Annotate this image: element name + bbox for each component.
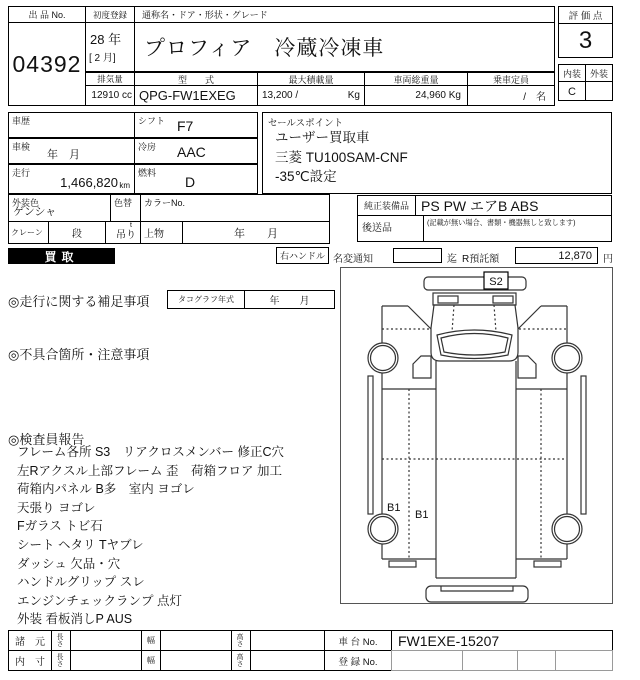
max-load-value xyxy=(257,85,365,106)
max-load-header: 最大積載量 xyxy=(257,72,365,86)
chassis-no-value: FW1EXE-15207 xyxy=(391,630,613,651)
width-value xyxy=(160,630,232,651)
registration-cell-4 xyxy=(555,650,613,671)
report-line: 外装 看板消しP AUS xyxy=(17,612,133,627)
max-load-unit: Kg xyxy=(347,90,360,101)
mark-b1: B1 xyxy=(415,509,429,521)
sales-line: -35℃設定 xyxy=(275,169,337,184)
later-items-note: (記載が無い場合、書類・機器無しと致します) xyxy=(427,218,576,227)
sales-point-title: セールスポイント xyxy=(268,118,344,129)
grade-box xyxy=(558,64,613,101)
lot-no-value: 04392 xyxy=(8,22,86,106)
made-label: 迄 xyxy=(447,254,457,265)
displacement-header: 排気量 xyxy=(85,72,135,86)
history-cell xyxy=(8,112,135,138)
score-header: 評 価 点 xyxy=(559,7,612,24)
mileage-unit: km xyxy=(119,181,130,190)
report-line: ハンドルグリップ スレ xyxy=(17,575,145,590)
fuel-cell xyxy=(134,164,258,194)
crane-dan-cell: 段 xyxy=(48,221,106,244)
report-line: シート ヘタリ Tヤブレ xyxy=(17,537,144,552)
capacity-header: 乗車定員 xyxy=(467,72,555,86)
registration-cell-3 xyxy=(517,650,556,671)
sales-line: 三菱 TU100SAM-CNF xyxy=(275,149,408,165)
deposit-value-box: 12,870 xyxy=(515,247,598,264)
report-line: エンジンチェックランプ 点灯 xyxy=(17,593,182,608)
fuel-label: 燃料 xyxy=(138,168,157,178)
inner-length-header xyxy=(51,650,71,671)
name-change-field xyxy=(393,248,442,263)
length-value xyxy=(70,630,142,651)
height-header xyxy=(231,630,251,651)
shift-label: シフト xyxy=(138,116,166,126)
damage-diagram-box xyxy=(340,267,613,604)
inner-height-value xyxy=(250,650,325,671)
vehicle-name-value: プロフィア 冷蔵冷凍車 xyxy=(134,22,555,72)
length-header xyxy=(51,630,71,651)
report-line: Fガラス トビ石 xyxy=(17,519,103,534)
first-registration-header: 初度登録 xyxy=(85,6,135,23)
oem-equipment-label: 純正装備品 xyxy=(357,195,416,216)
score-box xyxy=(558,6,613,58)
inner-length-value xyxy=(70,650,142,671)
model-header: 型 式 xyxy=(134,72,258,86)
report-line: 荷箱内パネル B多 室内 ヨゴレ xyxy=(17,482,195,497)
footer-row1-label: 諸 元 xyxy=(8,630,52,651)
score-value: 3 xyxy=(578,27,593,54)
inner-width-value xyxy=(160,650,232,671)
right-handle-box: 右ハンドル xyxy=(276,247,329,264)
displacement-value: 12910 cc xyxy=(85,85,135,106)
registration-no-label: 登 録 No. xyxy=(324,650,392,671)
oem-equipment-value: PS PW エアB ABS xyxy=(415,195,612,216)
height-header-text: 高さ xyxy=(236,634,244,648)
crane-cell: クレーン xyxy=(8,221,49,244)
defect-title: ◎不具合箇所・注意事項 xyxy=(8,347,150,362)
footer-row2-label: 内 寸 xyxy=(8,650,52,671)
sales-point-box xyxy=(262,112,612,194)
gross-weight-value: 24,960 Kg xyxy=(364,85,468,106)
first-reg-month: [ 2 月] xyxy=(89,53,116,64)
chassis-no-label: 車 台 No. xyxy=(324,630,392,651)
inner-height-header-text: 高さ xyxy=(236,654,244,668)
mileage-value: 1,466,820 xyxy=(60,175,118,190)
crane-tsuri-cell xyxy=(105,221,141,244)
fuel-value: D xyxy=(185,174,196,190)
color-no-cell xyxy=(140,194,330,222)
gross-weight-header: 車両総重量 xyxy=(364,72,468,86)
exterior-header: 外装 xyxy=(589,68,608,79)
truck-top-view-diagram xyxy=(341,268,612,603)
inspector-report-list xyxy=(17,443,284,629)
shift-cell xyxy=(134,112,258,138)
lot-no-header: 出 品 No. xyxy=(8,6,86,23)
report-line: 左Rアクスル上部フレーム 歪 荷箱フロア 加工 xyxy=(17,463,282,478)
kaitori-badge: 買取 xyxy=(8,248,115,264)
color-no-label: カラーNo. xyxy=(144,198,186,208)
shift-value: F7 xyxy=(177,118,194,134)
ac-value: AAC xyxy=(177,144,206,160)
registration-cell-2 xyxy=(462,650,518,671)
mileage-label: 走行 xyxy=(12,168,31,178)
deposit-label: R預託額 xyxy=(462,254,500,265)
report-line: 天張り ヨゴレ xyxy=(17,500,96,515)
inspection-cell xyxy=(8,138,135,164)
later-items-note-cell xyxy=(423,215,612,242)
ac-cell xyxy=(134,138,258,164)
registration-no-value xyxy=(391,650,463,671)
name-change-label: 名変通知 xyxy=(333,254,373,265)
later-items-label: 後送品 xyxy=(362,223,392,234)
crane-tsuri-label: 吊り xyxy=(116,230,136,241)
inner-width-header: 幅 xyxy=(141,650,161,671)
report-line: ダッシュ 欠品・穴 xyxy=(17,556,121,571)
report-line: フレーム各所 S3 リアクロスメンバー 修正C穴 xyxy=(17,445,285,459)
exterior-color-value: ゲンシャ xyxy=(13,206,57,218)
mileage-cell xyxy=(8,164,135,194)
tachograph-label-cell: タコグラフ年式 xyxy=(167,290,245,309)
exterior-grade xyxy=(586,82,612,101)
sales-line: ユーザー買取車 xyxy=(275,130,370,145)
ac-label: 冷房 xyxy=(138,142,157,152)
width-header: 幅 xyxy=(141,630,161,651)
first-registration-value xyxy=(85,22,135,72)
repaint-cell xyxy=(110,194,141,222)
interior-header: 内装 xyxy=(559,65,586,81)
inspection-value: 年 月 xyxy=(47,149,80,161)
inspection-label: 車検 xyxy=(12,142,31,152)
history-label: 車歴 xyxy=(12,116,31,126)
uwamono-value-cell: 年 月 xyxy=(182,221,330,244)
exterior-color-label: 外装色 xyxy=(12,198,40,208)
model-value: QPG-FW1EXEG xyxy=(134,85,258,106)
inner-height-header xyxy=(231,650,251,671)
uwamono-cell: 上物 xyxy=(140,221,183,244)
inner-length-header-text: 長さ xyxy=(56,654,64,668)
exterior-color-cell xyxy=(8,194,111,222)
mark-b1: B1 xyxy=(387,502,401,514)
capacity-value: / 名 xyxy=(467,85,555,106)
tachograph-value-cell: 年 月 xyxy=(244,290,335,309)
max-load-number: 13,200 / xyxy=(262,90,299,101)
vehicle-name-header: 通称名・ドア・形状・グレード xyxy=(134,6,555,23)
crane-t-label: t xyxy=(130,222,132,229)
mark-s2: S2 xyxy=(489,276,503,288)
length-header-text: 長さ xyxy=(56,634,64,648)
first-reg-year: 28 年 xyxy=(90,32,122,47)
later-items-label-cell xyxy=(357,215,424,242)
height-value xyxy=(250,630,325,651)
mileage-note-title: ◎走行に関する補足事項 xyxy=(8,294,150,309)
yen-label: 円 xyxy=(603,254,613,265)
inspector-title: ◎検査員報告 xyxy=(8,432,85,447)
interior-grade: C xyxy=(559,82,586,101)
repaint-label: 色替 xyxy=(114,198,133,208)
